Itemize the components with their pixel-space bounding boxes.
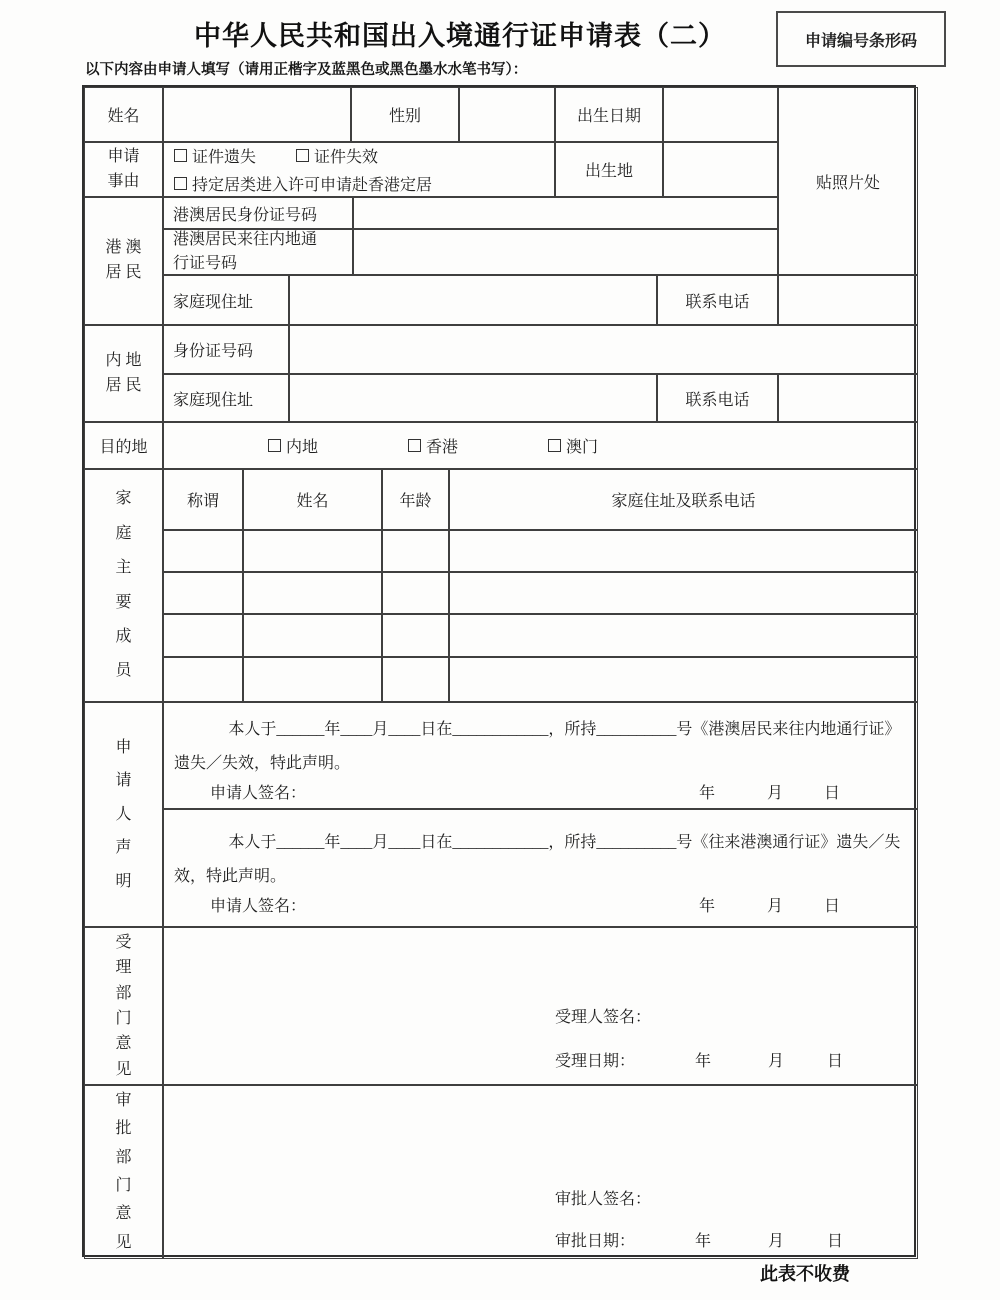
hkmo-section-label: 港 澳 居 民 [84, 197, 163, 325]
applicant-signature-label: 申请人签名： [210, 785, 307, 803]
day-label: 日 [827, 1233, 844, 1250]
declaration-text-2: 本人于______年____月____日在____________，所持__________号《往来港澳通行证》遗失／失效，特此声明。 [174, 834, 901, 885]
declaration-block-1 [163, 702, 918, 809]
family-age-field[interactable] [382, 657, 449, 702]
fill-instruction: 以下内容由申请人填写（请用正楷字及蓝黑色或黑色墨水水笔书写）： [85, 62, 528, 78]
mainland-phone-field[interactable] [778, 374, 918, 422]
family-age-field[interactable] [382, 572, 449, 614]
dest-mainland-checkbox[interactable] [268, 434, 318, 457]
declaration-signature-row-1 [174, 780, 903, 806]
name-field[interactable] [163, 87, 351, 142]
family-col-address: 家庭住址及联系电话 [449, 469, 918, 530]
photo-area-label: 贴照片处 [815, 174, 880, 192]
mainland-section-label: 内 地 居 民 [84, 325, 163, 422]
family-relation-field[interactable] [163, 572, 243, 614]
hkmo-permit-field[interactable] [353, 229, 778, 275]
acceptance-opinion-cell[interactable] [163, 927, 918, 1085]
dob-field[interactable] [663, 87, 778, 142]
day-label: 日 [824, 785, 841, 803]
month-label: 月 [768, 1233, 785, 1250]
acceptance-date-row [555, 1048, 895, 1071]
family-col-relation: 称谓 [163, 469, 243, 530]
family-relation-field[interactable] [163, 657, 243, 702]
dest-macau-checkbox[interactable] [548, 434, 598, 457]
family-address-field[interactable] [449, 614, 918, 657]
family-col-name: 姓名 [243, 469, 382, 530]
day-label: 日 [827, 1053, 844, 1070]
dob-label: 出生日期 [555, 87, 663, 142]
dest-mainland-label: 内地 [286, 439, 319, 456]
family-name-field[interactable] [243, 530, 382, 572]
checkbox-icon [548, 439, 561, 452]
family-address-field[interactable] [449, 657, 918, 702]
acceptance-section-label: 受理部门意见 [84, 927, 163, 1085]
cert-lost-checkbox[interactable] [174, 144, 256, 167]
year-label: 年 [699, 785, 716, 803]
family-address-field[interactable] [449, 572, 918, 614]
hkmo-address-field[interactable] [289, 275, 657, 325]
gender-label: 性别 [351, 87, 459, 142]
settle-hk-label: 持定居类进入许可申请赴香港定居 [192, 177, 433, 194]
destination-label: 目的地 [84, 422, 163, 469]
day-label: 日 [824, 898, 841, 916]
approver-signature-label: 审批人签名： [555, 1191, 652, 1208]
approval-opinion-cell[interactable] [163, 1085, 918, 1259]
reason-options-cell [163, 142, 555, 197]
family-section-label: 家庭主要成员 [84, 469, 163, 702]
family-relation-field[interactable] [163, 614, 243, 657]
cert-invalid-label: 证件失效 [314, 149, 379, 166]
family-relation-field[interactable] [163, 530, 243, 572]
approval-date-row [555, 1228, 895, 1251]
family-name-field[interactable] [243, 572, 382, 614]
declaration-text-1: 本人于______年____月____日在____________，所持__________号《港澳居民来往内地通行证》遗失／失效，特此声明。 [174, 721, 901, 772]
month-label: 月 [767, 785, 784, 803]
hkmo-id-label: 港澳居民身份证号码 [163, 197, 353, 229]
cert-lost-label: 证件遗失 [192, 149, 257, 166]
acceptance-date-label: 受理日期： [555, 1053, 636, 1070]
month-label: 月 [768, 1053, 785, 1070]
family-age-field[interactable] [382, 614, 449, 657]
family-address-field[interactable] [449, 530, 918, 572]
birthplace-label: 出生地 [555, 142, 663, 197]
application-form-table [82, 85, 916, 1257]
barcode-box [776, 11, 946, 67]
dest-hongkong-label: 香港 [426, 439, 459, 456]
mainland-address-field[interactable] [289, 374, 657, 422]
dest-hongkong-checkbox[interactable] [408, 434, 458, 457]
declaration-section-label: 申请人声明 [84, 702, 163, 927]
settle-hk-checkbox[interactable] [174, 172, 432, 195]
name-label: 姓名 [84, 87, 163, 142]
checkbox-icon [174, 177, 187, 190]
checkbox-icon [174, 149, 187, 162]
hkmo-phone-field[interactable] [778, 275, 918, 325]
hkmo-permit-label: 港澳居民来往内地通行证号码 [163, 229, 353, 275]
photo-area [778, 87, 918, 275]
destination-options-cell [163, 422, 918, 469]
no-fee-note: 此表不收费 [760, 1264, 850, 1284]
checkbox-icon [408, 439, 421, 452]
family-name-field[interactable] [243, 657, 382, 702]
year-label: 年 [695, 1233, 712, 1250]
hkmo-phone-label: 联系电话 [657, 275, 778, 325]
mainland-id-field[interactable] [289, 325, 918, 374]
barcode-box-label: 申请编号条形码 [804, 32, 917, 50]
mainland-phone-label: 联系电话 [657, 374, 778, 422]
checkbox-icon [268, 439, 281, 452]
year-label: 年 [695, 1053, 712, 1070]
family-name-field[interactable] [243, 614, 382, 657]
acceptor-signature-label: 受理人签名： [555, 1009, 652, 1026]
approval-date-label: 审批日期： [555, 1233, 636, 1250]
mainland-id-label: 身份证号码 [163, 325, 289, 374]
mainland-address-label: 家庭现住址 [163, 374, 289, 422]
birthplace-field[interactable] [663, 142, 778, 197]
family-age-field[interactable] [382, 530, 449, 572]
declaration-block-2 [163, 809, 918, 927]
hkmo-address-label: 家庭现住址 [163, 275, 289, 325]
cert-invalid-checkbox[interactable] [296, 144, 378, 167]
declaration-signature-row-2 [174, 893, 903, 919]
reason-label: 申请 事由 [84, 142, 163, 197]
page-title: 中华人民共和国出入境通行证申请表（二） [194, 21, 726, 51]
month-label: 月 [767, 898, 784, 916]
family-col-age: 年龄 [382, 469, 449, 530]
gender-field[interactable] [459, 87, 555, 142]
dest-macau-label: 澳门 [566, 439, 599, 456]
year-label: 年 [699, 898, 716, 916]
hkmo-id-field[interactable] [353, 197, 778, 229]
applicant-signature-label: 申请人签名： [210, 898, 307, 916]
approval-section-label: 审批部门意见 [84, 1085, 163, 1259]
checkbox-icon [296, 149, 309, 162]
